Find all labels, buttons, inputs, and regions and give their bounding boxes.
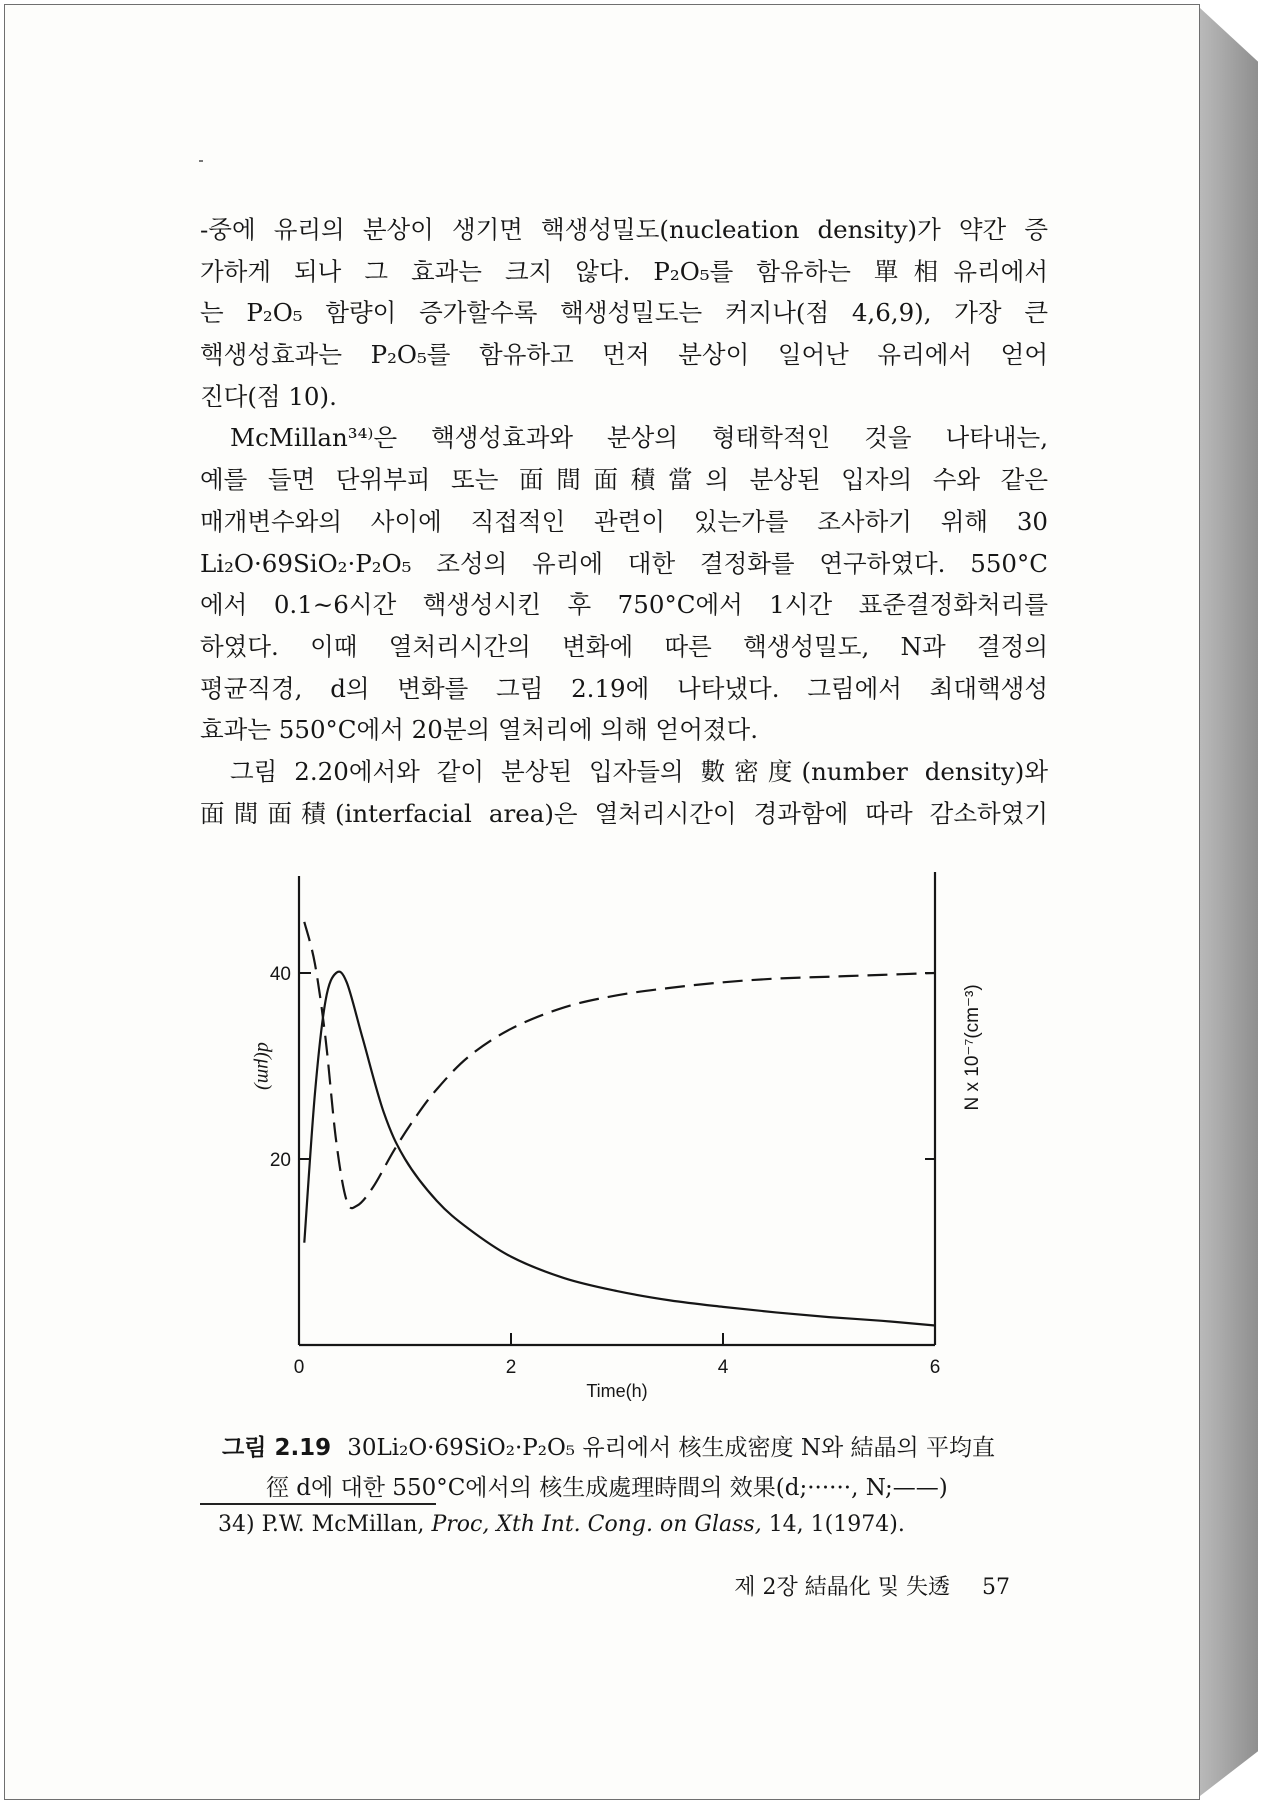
- paragraph-1: [200, 209, 1048, 417]
- right-y-axis-label: N x 10⁻⁷(cm⁻³): [962, 984, 983, 1111]
- text-line: 에서 0.1~6시간 핵생성시킨 후 750°C에서 1시간 표준결정화처리를: [200, 590, 1048, 620]
- footnote-source: Proc, Xth Int. Cong. on Glass,: [431, 1512, 762, 1537]
- text-line: 효과는 550°C에서 20분의 열처리에 의해 얻어졌다.: [200, 715, 758, 745]
- chapter-title: 제 2장 結晶化 및 失透: [734, 1575, 950, 1600]
- text-line: 핵생성효과는 P₂O₅를 함유하고 먼저 분상이 일어난 유리에서 얻어: [200, 340, 1048, 370]
- text-line: 面間面積(interfacial area)은 열처리시간이 경과함에 따라 감소하였기: [200, 798, 1048, 828]
- text-line: 가하게 되나 그 효과는 크지 않다. P₂O₅를 함유하는 單相유리에서: [200, 256, 1048, 286]
- left-y-axis-label: d(μm): [253, 1042, 275, 1090]
- page-number: 57: [982, 1575, 1010, 1600]
- caption-line-1: 30Li₂O·69SiO₂·P₂O₅ 유리에서 核生成密度 N와 結晶의 平均直: [347, 1435, 996, 1461]
- text-line: 매개변수와의 사이에 직접적인 관련이 있는가를 조사하기 위해 30: [200, 506, 1048, 536]
- text-line: 예를 들면 단위부피 또는 面間面積當의 분상된 입자의 수와 같은: [200, 465, 1048, 495]
- x-tick-label: 6: [929, 1357, 941, 1378]
- text-line: 하였다. 이때 열처리시간의 변화에 따른 핵생성밀도, N과 결정의: [200, 631, 1048, 661]
- caption-label: 그림 2.19: [222, 1435, 332, 1461]
- figure-2-19-chart: [230, 860, 1030, 1420]
- footnote-author: P.W. McMillan,: [261, 1512, 425, 1537]
- footnote: [218, 1510, 905, 1540]
- page-stack-edge: [1200, 8, 1258, 1796]
- text-line: 평균직경, d의 변화를 그림 2.19에 나타냈다. 그림에서 최대핵생성: [200, 673, 1048, 703]
- text-line: Li₂O·69SiO₂·P₂O₅ 조성의 유리에 대한 결정화를 연구하였다. 550°C: [200, 548, 1048, 578]
- body-text: [200, 209, 1048, 834]
- text-line: McMillan³⁴⁾은 핵생성효과와 분상의 형태학적인 것을 나타내는,: [230, 423, 1048, 453]
- x-axis-label: Time(h): [586, 1381, 648, 1401]
- footnote-rule: [200, 1503, 436, 1505]
- series-n-solid-line: [304, 972, 935, 1326]
- x-tick-label: 0: [293, 1357, 305, 1378]
- paragraph-2: [200, 417, 1048, 751]
- margin-mark: [199, 160, 203, 162]
- x-tick-label: 4: [717, 1357, 729, 1378]
- text-line: 는 P₂O₅ 함량이 증가할수록 핵생성밀도는 커지나(점 4,6,9), 가장 큰: [200, 298, 1048, 328]
- y-tick-label: 20: [269, 1150, 291, 1171]
- text-line: 진다(점 10).: [200, 381, 337, 411]
- text-line: 그림 2.20에서와 같이 분상된 입자들의 數密度(number density)와: [230, 756, 1048, 786]
- running-footer: [690, 1573, 1010, 1603]
- figure-caption: [222, 1428, 1042, 1508]
- y-tick-label: 40: [269, 964, 291, 985]
- series-d-dashed-line: [304, 922, 935, 1208]
- paragraph-3: [200, 751, 1048, 834]
- footnote-number: 34): [218, 1512, 255, 1537]
- text-line: -중에 유리의 분상이 생기면 핵생성밀도(nucleation density)가 약간 증: [200, 215, 1048, 244]
- caption-line-2: 徑 d에 대한 550°C에서의 核生成處理時間의 效果(d;······, N;——): [266, 1475, 948, 1501]
- footnote-volume: 14, 1(1974).: [768, 1512, 905, 1537]
- x-tick-label: 2: [505, 1357, 517, 1378]
